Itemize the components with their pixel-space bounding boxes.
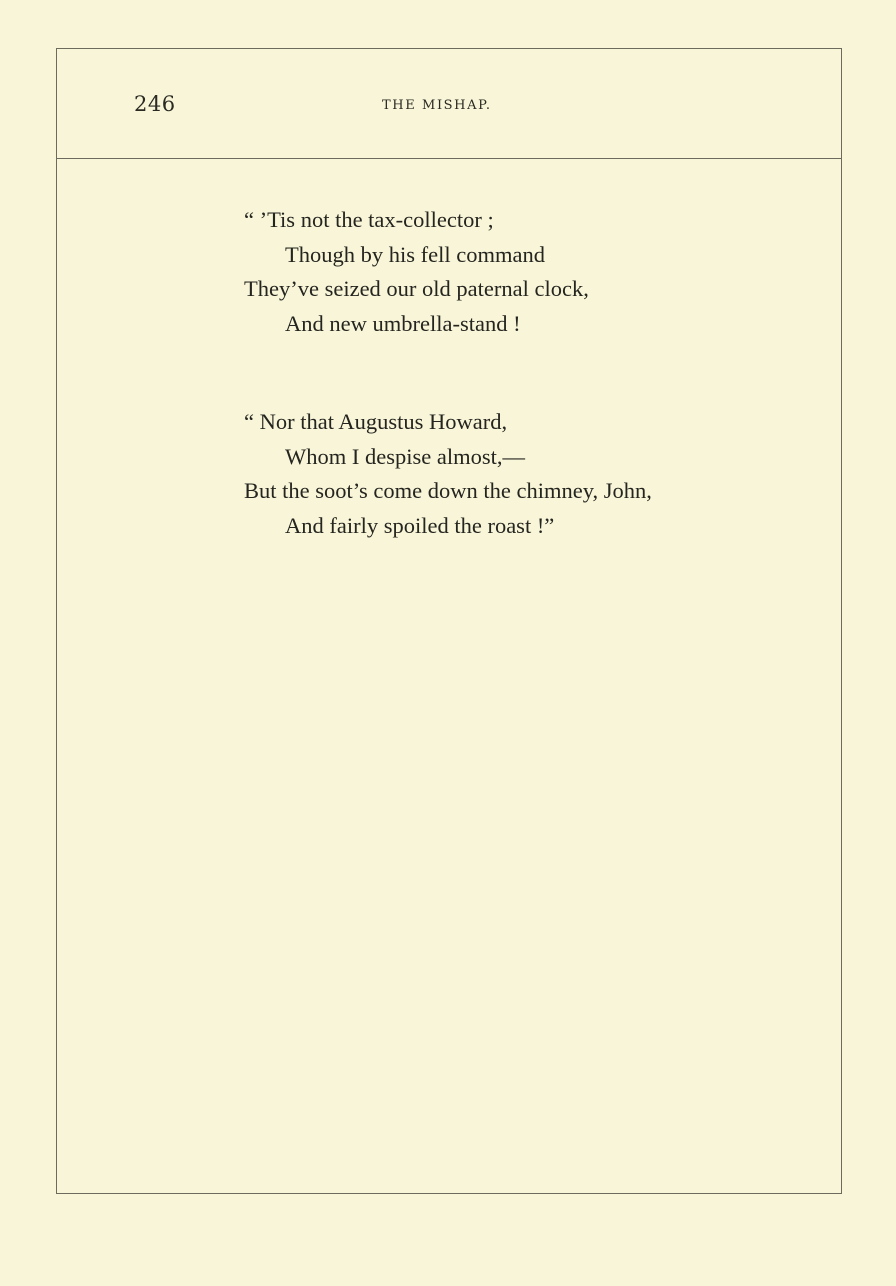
page-number: 246 — [134, 92, 176, 116]
stanza-1 — [244, 203, 589, 341]
stanza-2 — [244, 405, 652, 543]
verse-line: And new umbrella-stand ! — [285, 310, 521, 336]
verse-line: Though by his fell command — [285, 241, 545, 267]
verse-line: “ ’Tis not the tax-collector ; — [244, 207, 494, 232]
verse-line: And fairly spoiled the roast !” — [285, 512, 555, 538]
running-title: THE MISHAP. — [382, 98, 492, 113]
verse-line: But the soot’s come down the chimney, John, — [244, 478, 652, 503]
verse-line: They’ve seized our old paternal clock, — [244, 276, 589, 301]
verse-line: Whom I despise almost,— — [285, 443, 525, 469]
verse-line: “ Nor that Augustus Howard, — [244, 409, 508, 434]
header-rule — [56, 158, 842, 159]
